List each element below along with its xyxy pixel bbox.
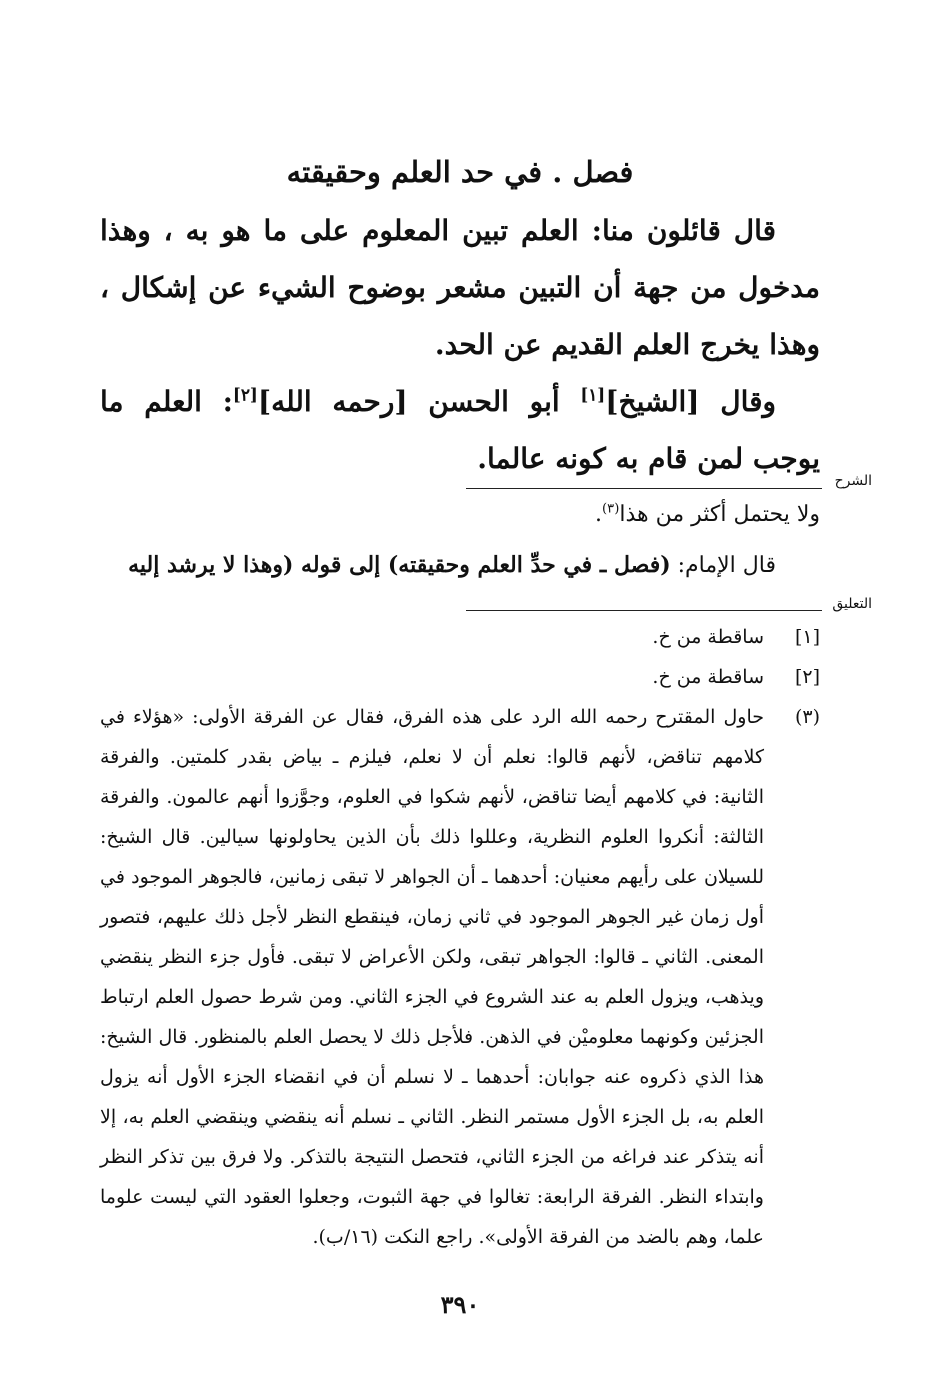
main-paragraph-1: قال قائلون منا: العلم تبين المعلوم على ما هو به ، وهذا مدخول من جهة أن التبين مشعر بوضوح الشيء عن إشكال ، وهذا يخرج العلم القديم عن الحد. <box>100 214 820 361</box>
sharh-line-1-end: . <box>594 502 602 527</box>
footnote-ref-1: [١] <box>580 384 606 405</box>
chapter-title: فصل . في حد العلم وحقيقته <box>286 155 634 189</box>
sharh-line-2 <box>100 540 820 591</box>
taliq-divider <box>466 610 822 611</box>
footnote-2 <box>100 657 820 697</box>
taliq-label: التعليق <box>832 596 872 612</box>
sharh-line-2-lead: قال الإمام: <box>670 553 776 578</box>
sharh-line-2-quote: (فصل ـ في حدِّ العلم وحقيقته) إلى قوله (وهذا لا يرشد إليه <box>128 552 671 578</box>
footnote-3-text: حاول المقترح رحمه الله الرد على هذه الفرق، فقال عن الفرقة الأولى: «هؤلاء في كلامهم تناقض، لأنهم قالوا: نعلم أن لا نعلم، فيلزم ـ بياض بقدر كلمتين. والفرقة الثانية: في كلامهم أيضا تناقض، لأنهم شكوا في العلوم، وجوَّزوا أنهم عالمون. والفرقة الثالثة: أنكروا العلوم النظرية، وعللوا ذلك بأن الذين يحاولونها سيالين. قال الشيخ: للسيلان على رأيهم معنيان: أحدهما ـ أن الجواهر لا تبقى زمانين، فالجوهر الموجود في أول زمان غير الجوهر الموجود في ثاني زمان، فينقطع النظر لأجل ذلك عليهم، فتصور المعنى. الثاني ـ قالوا: الجواهر تبقى، ولكن الأعراض لا تبقى. فأول جزء النظر ينقضي ويذهب، ويزول العلم به عند الشروع في الجزء الثاني. ومن شرط حصول العلم ارتباط الجزئين وكونهما معلوميْن في الذهن. فلأجل ذلك لا يحصل العلم بالمنظور. قال الشيخ: هذا الذي ذكروه عنه جوابان: أحدهما ـ لا نسلم أن في انقضاء الجزء الأول أنه يزول العلم به، بل الجزء الأول مستمر النظر. الثاني ـ نسلم أنه ينقضي وينقضي العلم به، إلا أنه يتذكر عند فراغه من الجزء الثاني، فتحصل النتيجة بالتذكر. ولا فرق بين تذكر النظر وابتداء النظر. الفرقة الرابعة: تغالوا في جهة الثبوت، وجعلوا العقود التي ليست علوما علما، وهم بالضد من الفرقة الأولى». راجع النكت (١٦/ب). <box>100 706 764 1248</box>
footnote-3 <box>100 697 820 1257</box>
main-paragraph-2-part-c: : العلم ما يوجب لمن قام به كونه عالما. <box>100 385 820 475</box>
book-page <box>100 0 872 1399</box>
sharh-section <box>100 490 820 591</box>
page-number: ٣٩٠ <box>440 1290 480 1319</box>
footnotes <box>100 617 820 1257</box>
footnote-1-number: [١] <box>794 626 820 648</box>
footnote-2-number: [٢] <box>794 666 820 688</box>
footnote-1 <box>100 617 820 657</box>
sharh-line-1 <box>100 490 820 540</box>
main-paragraph-2-part-a: وقال [الشيخ] <box>605 385 777 418</box>
main-paragraph-2-part-b: أبو الحسن [رحمه الله] <box>257 385 581 418</box>
sharh-line-1-text: ولا يحتمل أكثر من هذا <box>619 502 820 527</box>
sharh-divider <box>466 488 822 489</box>
footnote-2-text: ساقطة من خ. <box>652 666 764 688</box>
main-text <box>100 202 820 487</box>
footnote-ref-2: [٢] <box>232 384 258 405</box>
main-paragraph-2 <box>100 373 820 487</box>
footnote-ref-3: (٣) <box>601 501 620 517</box>
footnote-1-text: ساقطة من خ. <box>652 626 764 648</box>
footnote-3-number: (٣) <box>794 706 820 728</box>
sharh-label: الشرح <box>834 473 872 489</box>
